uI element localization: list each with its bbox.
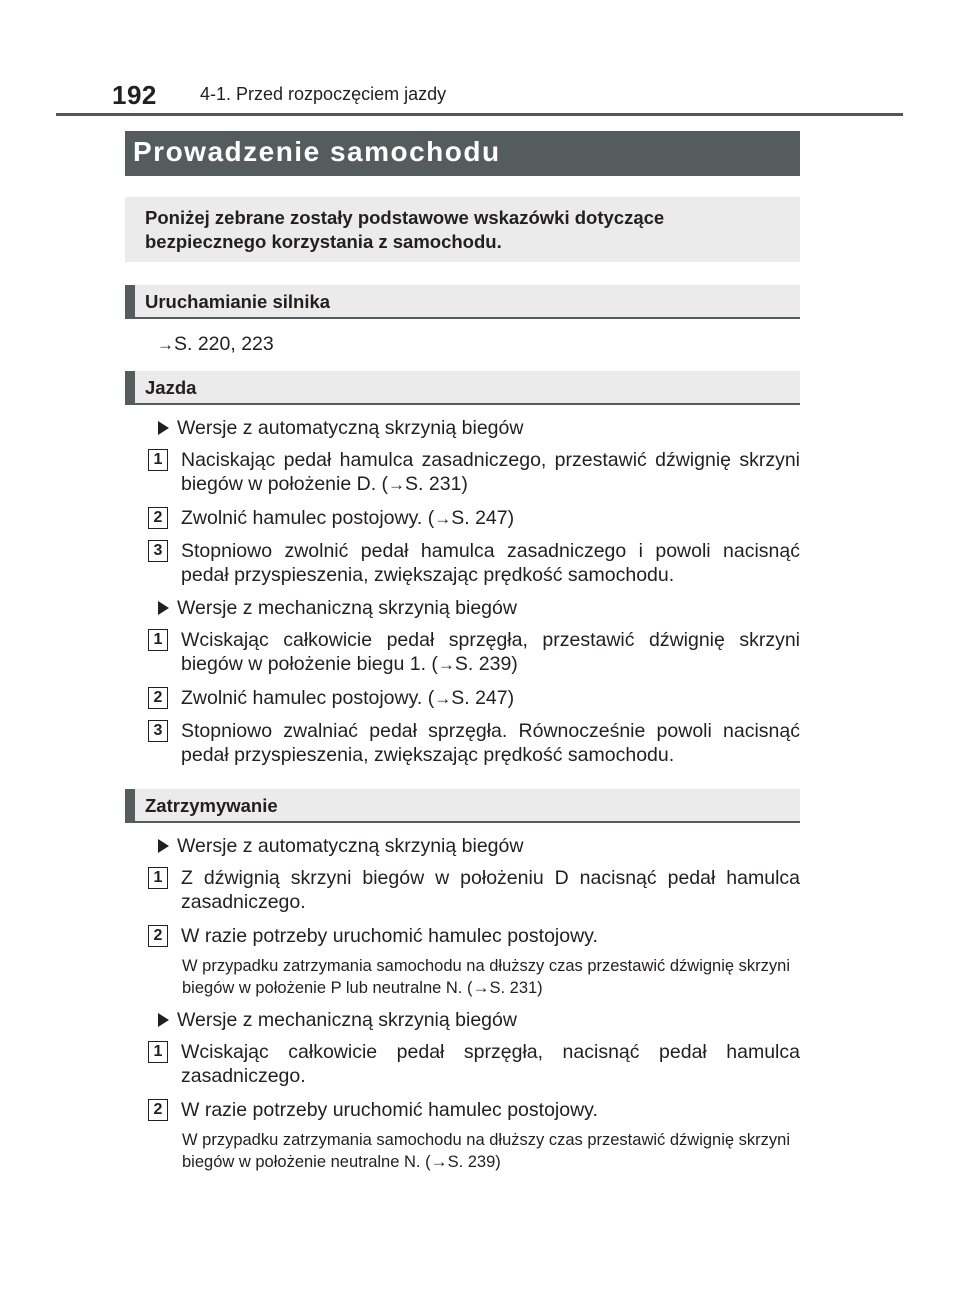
page-reference[interactable]: S. 247) [451, 687, 515, 709]
triangle-bullet-icon [158, 601, 169, 615]
page-reference[interactable]: S. 247) [451, 507, 515, 529]
step-text: Z dźwignią skrzyni biegów w położeniu D nacisnąć pedał hamulca zasadniczego. [181, 867, 800, 913]
step-text: W razie potrzeby uruchomić hamulec postojowy. [181, 925, 598, 947]
title-bar [125, 131, 800, 176]
page-reference[interactable]: S. 239) [447, 1153, 501, 1171]
step-text: Wciskając całkowicie pedał sprzęgła, przestawić dźwignię skrzyni biegów w położenie biegu 1. ( [181, 629, 800, 675]
variant-label: Wersje z automatyczną skrzynią biegów [177, 835, 524, 857]
reference-text: S. 220, 223 [174, 333, 274, 355]
step-item [148, 686, 800, 711]
section-driving [125, 371, 800, 405]
step-number-badge: 3 [148, 720, 168, 742]
step-number-badge: 1 [148, 629, 168, 651]
triangle-bullet-icon [158, 421, 169, 435]
note-body: W przypadku zatrzymania samochodu na dłuższy czas przestawić dźwignię skrzyni biegów w położenie neutralne N. ( [182, 1131, 790, 1171]
step-text: Stopniowo zwolnić pedał hamulca zasadniczego i powoli nacisnąć pedał przyspieszenia, zwiększając prędkość samochodu. [181, 540, 800, 586]
section-stopping [125, 789, 800, 823]
step-item [148, 719, 800, 767]
intro-text: Poniżej zebrane zostały podstawowe wskazówki dotyczące bezpiecznego korzystania z samochodu. [145, 207, 665, 252]
note-body: W przypadku zatrzymania samochodu na dłuższy czas przestawić dźwignię skrzyni biegów w położenie P lub neutralne N. ( [182, 957, 790, 997]
step-number-badge: 1 [148, 1041, 168, 1063]
step-number-badge: 3 [148, 540, 168, 562]
step-item [148, 924, 800, 948]
engine-page-reference[interactable] [157, 333, 274, 356]
arrow-right-icon: → [437, 655, 455, 674]
variant-label: Wersje z mechaniczną skrzynią biegów [177, 597, 517, 619]
step-text: Stopniowo zwalniać pedał sprzęgła. Równocześnie powoli nacisnąć pedał przyspieszenia, zwiększając prędkość samochodu. [181, 720, 800, 766]
arrow-right-icon: → [472, 978, 490, 997]
page-number: 192 [112, 80, 157, 110]
variant-manual [158, 597, 517, 620]
step-item [148, 1098, 800, 1122]
section-title: Zatrzymywanie [145, 795, 278, 816]
page-reference[interactable]: S. 231) [405, 473, 468, 495]
step-item [148, 866, 800, 914]
arrow-right-icon: → [434, 689, 452, 708]
variant-manual [158, 1009, 517, 1032]
step-number-badge: 2 [148, 1099, 168, 1121]
step-item [148, 1040, 800, 1088]
chapter-title: 4-1. Przed rozpoczęciem jazdy [200, 84, 447, 104]
section-title: Jazda [145, 377, 197, 398]
header-divider [56, 113, 903, 116]
triangle-bullet-icon [158, 1013, 169, 1027]
note-text [182, 955, 800, 999]
section-title: Uruchamianie silnika [145, 291, 331, 312]
page-title: Prowadzenie samochodu [133, 136, 501, 167]
step-number-badge: 1 [148, 449, 168, 471]
variant-automatic [158, 417, 523, 440]
triangle-bullet-icon [158, 839, 169, 853]
step-text: Naciskając pedał hamulca zasadniczego, przestawić dźwignię skrzyni biegów w położenie D. ( [181, 449, 800, 495]
step-item [148, 539, 800, 587]
intro-box [125, 197, 800, 262]
variant-automatic [158, 835, 523, 858]
step-item [148, 628, 800, 677]
step-text: Zwolnić hamulec postojowy. ( [181, 507, 435, 529]
page-header [112, 78, 912, 108]
step-number-badge: 2 [148, 687, 168, 709]
arrow-right-icon: → [430, 1152, 448, 1171]
step-item [148, 448, 800, 497]
step-number-badge: 2 [148, 507, 168, 529]
step-number-badge: 2 [148, 925, 168, 947]
variant-label: Wersje z mechaniczną skrzynią biegów [177, 1009, 517, 1031]
arrow-right-icon: → [388, 475, 406, 494]
section-engine-start [125, 285, 800, 319]
variant-label: Wersje z automatyczną skrzynią biegów [177, 417, 524, 439]
page-reference[interactable]: S. 239) [454, 653, 518, 675]
note-text [182, 1129, 800, 1173]
arrow-right-icon: → [434, 509, 452, 528]
arrow-right-icon: → [157, 335, 174, 354]
step-text: Wciskając całkowicie pedał sprzęgła, nacisnąć pedał hamulca zasadniczego. [181, 1041, 800, 1087]
step-item [148, 506, 800, 531]
step-text: W razie potrzeby uruchomić hamulec postojowy. [181, 1099, 598, 1121]
step-text: Zwolnić hamulec postojowy. ( [181, 687, 435, 709]
step-number-badge: 1 [148, 867, 168, 889]
page-reference[interactable]: S. 231) [489, 979, 543, 997]
